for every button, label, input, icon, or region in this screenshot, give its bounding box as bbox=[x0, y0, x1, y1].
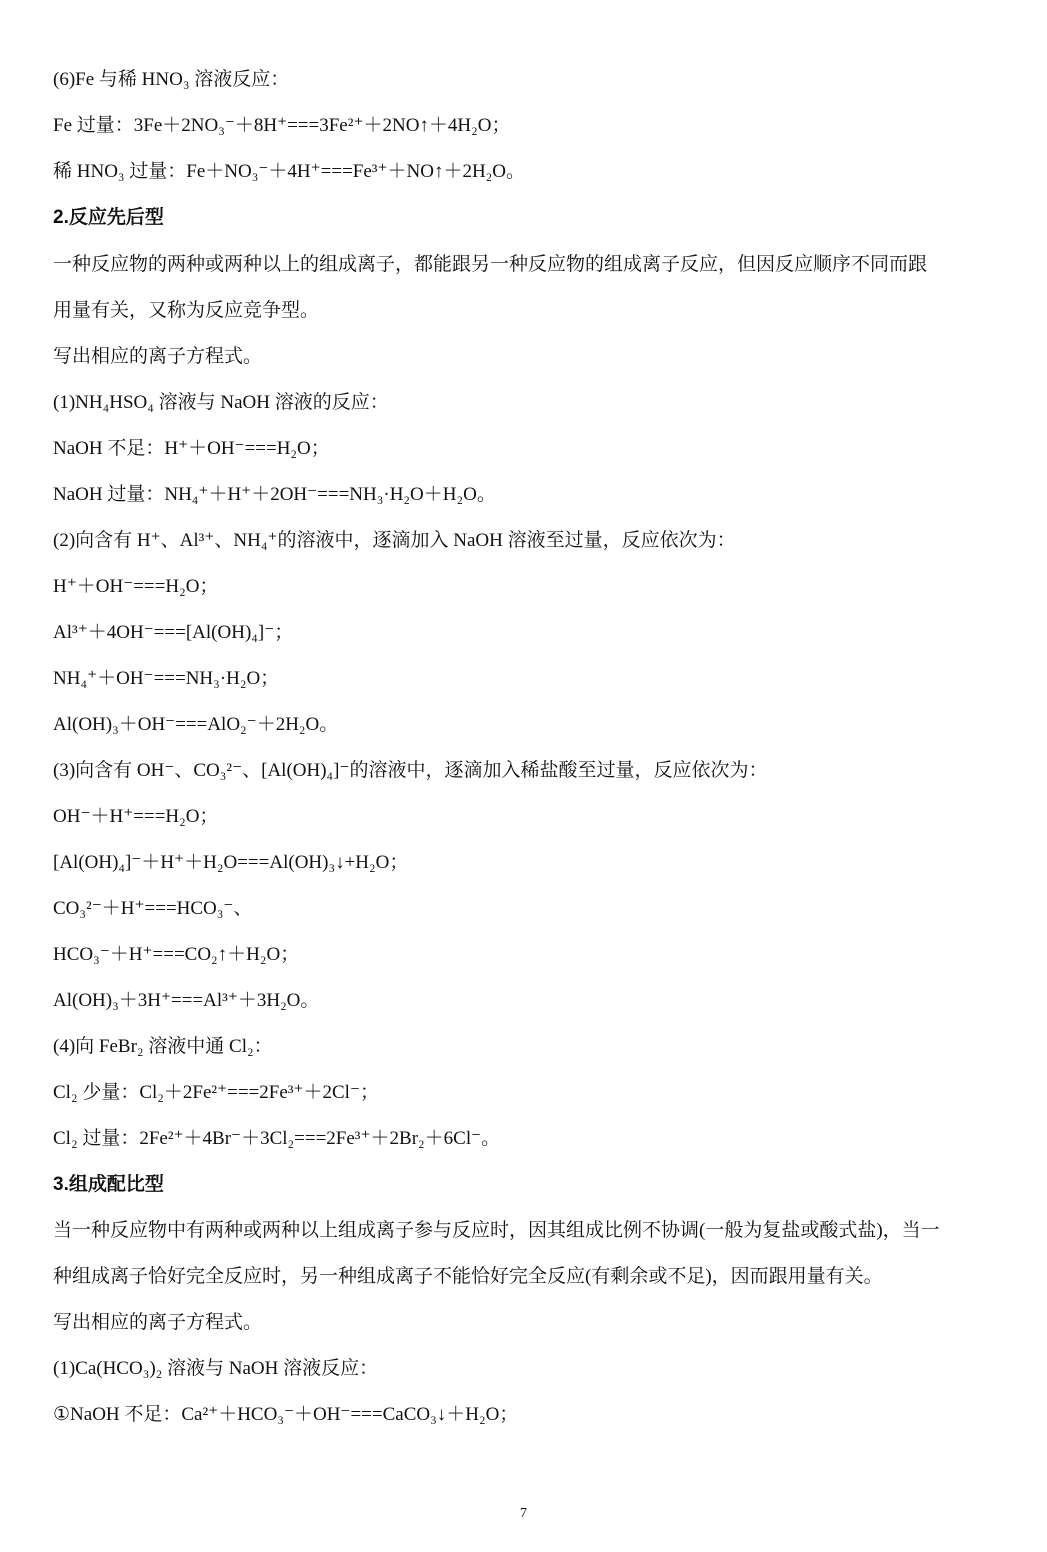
text-line: H⁺＋OH⁻===H₂O； bbox=[53, 576, 219, 597]
text-line: Cl₂ 过量：2Fe²⁺＋4Br⁻＋3Cl₂===2Fe³⁺＋2Br₂＋6Cl⁻。 bbox=[53, 1128, 501, 1149]
text-line: CO₃²⁻＋H⁺===HCO₃⁻、 bbox=[53, 898, 253, 919]
text-line: (4)向 FeBr₂ 溶液中通 Cl₂： bbox=[53, 1036, 273, 1057]
text-line: ①NaOH 不足：Ca²⁺＋HCO₃⁻＋OH⁻===CaCO₃↓＋H₂O； bbox=[53, 1404, 519, 1425]
text-line: 当一种反应物中有两种或两种以上组成离子参与反应时，因其组成比例不协调(一般为复盐或酸式盐)，当一 bbox=[53, 1220, 940, 1241]
text-line: Fe 过量：3Fe＋2NO₃⁻＋8H⁺===3Fe²⁺＋2NO↑＋4H₂O； bbox=[53, 115, 511, 136]
text-line: Al³⁺＋4OH⁻===[Al(OH)₄]⁻； bbox=[53, 622, 294, 643]
text-line: NaOH 不足：H⁺＋OH⁻===H₂O； bbox=[53, 438, 330, 459]
section-heading: 3.组成配比型 bbox=[53, 1174, 164, 1195]
text-line: (3)向含有 OH⁻、CO₃²⁻、[Al(OH)₄]⁻的溶液中，逐滴加入稀盐酸至过量，反应依次为： bbox=[53, 760, 768, 781]
text-line: Al(OH)₃＋OH⁻===AlO₂⁻＋2H₂O。 bbox=[53, 714, 339, 735]
text-line: (6)Fe 与稀 HNO₃ 溶液反应： bbox=[53, 69, 290, 90]
text-line: (1)Ca(HCO₃)₂ 溶液与 NaOH 溶液反应： bbox=[53, 1358, 379, 1379]
text-line: Al(OH)₃＋3H⁺===Al³⁺＋3H₂O。 bbox=[53, 990, 320, 1011]
text-line: NaOH 过量：NH₄⁺＋H⁺＋2OH⁻===NH₃·H₂O＋H₂O。 bbox=[53, 484, 496, 505]
text-line: NH₄⁺＋OH⁻===NH₃·H₂O； bbox=[53, 668, 280, 689]
page-number: 7 bbox=[520, 1506, 527, 1521]
text-line: 用量有关，又称为反应竞争型。 bbox=[53, 300, 320, 321]
text-line: 写出相应的离子方程式。 bbox=[53, 1312, 263, 1333]
text-line: OH⁻＋H⁺===H₂O； bbox=[53, 806, 219, 827]
text-line: (1)NH₄HSO₄ 溶液与 NaOH 溶液的反应： bbox=[53, 392, 389, 413]
text-line: [Al(OH)₄]⁻＋H⁺＋H₂O===Al(OH)₃↓+H₂O； bbox=[53, 852, 409, 873]
text-line: 种组成离子恰好完全反应时，另一种组成离子不能恰好完全反应(有剩余或不足)，因而跟用量有关。 bbox=[53, 1266, 883, 1287]
section-heading: 2.反应先后型 bbox=[53, 207, 164, 228]
text-line: 写出相应的离子方程式。 bbox=[53, 346, 263, 367]
text-line: 稀 HNO₃ 过量：Fe＋NO₃⁻＋4H⁺===Fe³⁺＋NO↑＋2H₂O。 bbox=[53, 161, 526, 182]
text-line: HCO₃⁻＋H⁺===CO₂↑＋H₂O； bbox=[53, 944, 300, 965]
text-line: Cl₂ 少量：Cl₂＋2Fe²⁺===2Fe³⁺＋2Cl⁻； bbox=[53, 1082, 379, 1103]
text-line: (2)向含有 H⁺、Al³⁺、NH₄⁺的溶液中，逐滴加入 NaOH 溶液至过量，反应依次为： bbox=[53, 530, 736, 551]
text-line: 一种反应物的两种或两种以上的组成离子，都能跟另一种反应物的组成离子反应，但因反应顺序不同而跟 bbox=[53, 254, 928, 275]
